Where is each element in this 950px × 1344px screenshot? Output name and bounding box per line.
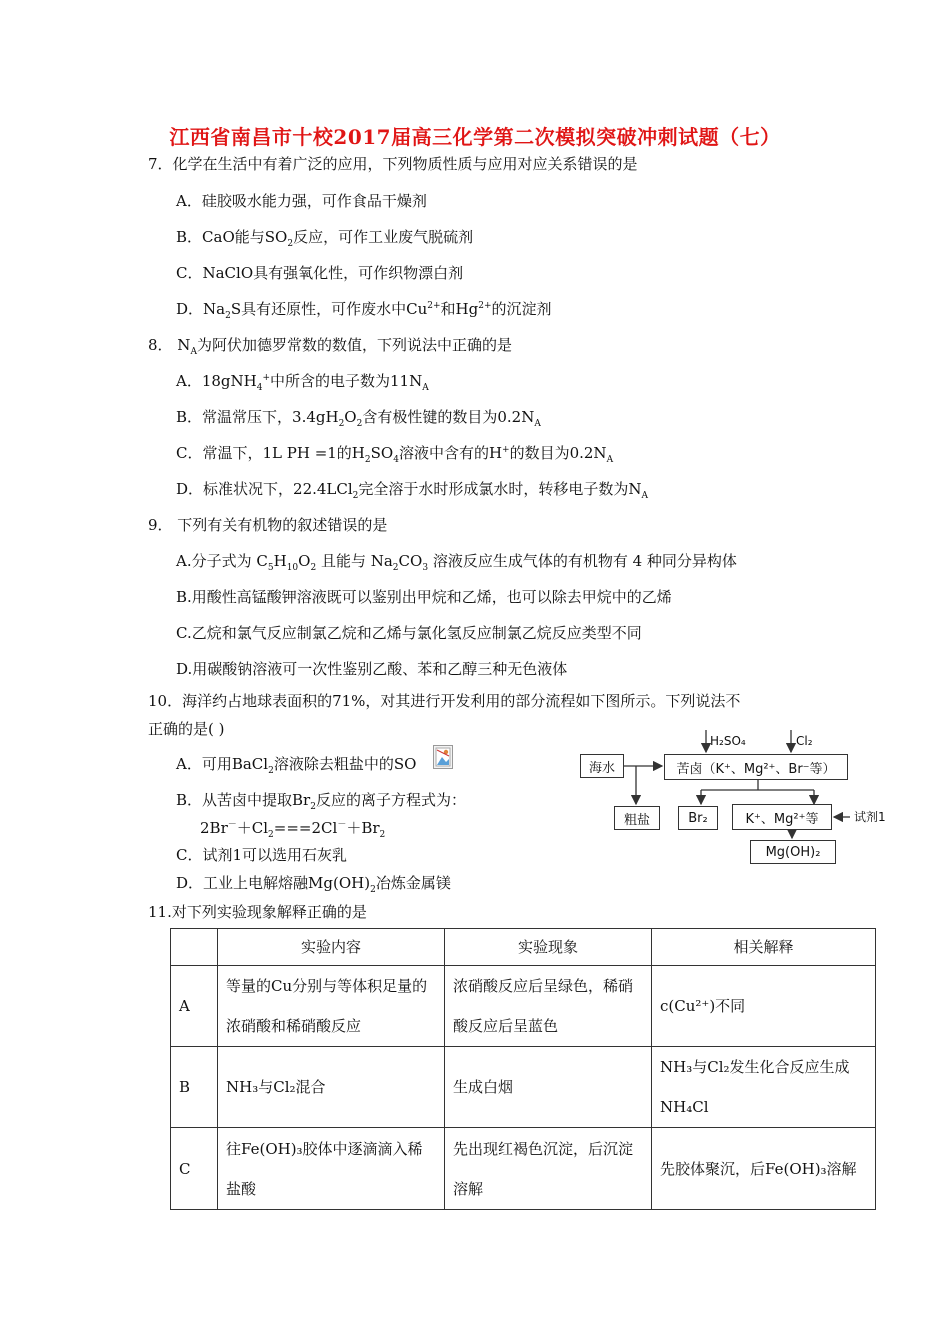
q8-option-a: A．18gNH$_4$+中所含的电子数为$11N_A$: [176, 372, 429, 393]
row-label: B: [171, 1047, 218, 1128]
row-phenomenon: 生成白烟: [445, 1047, 652, 1128]
mgoh2-box: Mg(OH)₂: [750, 840, 836, 864]
br2-box: Br₂: [678, 806, 718, 830]
experiment-table: [170, 928, 876, 1210]
broken-image-icon: [433, 745, 453, 769]
bittern-box: 苦卤（K⁺、Mg²⁺、Br⁻等）: [664, 754, 848, 780]
seawater-flow-diagram: [578, 728, 908, 868]
q9-option-b: B.用酸性高锰酸钾溶液既可以鉴别出甲烷和乙烯，也可以除去甲烷中的乙烯: [176, 588, 672, 606]
header-content: 实验内容: [218, 929, 445, 966]
q9-option-c: C.乙烷和氯气反应制氯乙烷和乙烯与氯化氢反应制氯乙烷反应类型不同: [176, 624, 642, 642]
header-label: [171, 929, 218, 966]
row-label: A: [171, 966, 218, 1047]
cl2-label: Cl₂: [796, 734, 813, 748]
q11-stem: 11.对下列实验现象解释正确的是: [148, 903, 367, 921]
row-label: C: [171, 1128, 218, 1210]
q7-option-d: D．$Na_2S$具有还原性，可作废水中$Cu^{2+}$和$Hg^{2+}$的沉淀剂: [176, 300, 552, 321]
q10-option-b-equation: $2Br^-+Cl_2===2Cl^-+Br_2$: [200, 819, 386, 840]
q7-option-c: C．NaClO具有强氧化性，可作织物漂白剂: [176, 264, 464, 282]
page-title: 江西省南昌市十校2017届高三化学第二次模拟突破冲刺试题（七）: [169, 125, 781, 149]
seawater-box: 海水: [580, 754, 624, 778]
q9-option-a: A.分子式为 $C_5H_{10}O_2$ 且能与 $Na_2CO_3$ 溶液反应生成气体的有机物有 4 种同分异构体: [176, 552, 737, 573]
row-phenomenon: 浓硝酸反应后呈绿色，稀硝酸反应后呈蓝色: [445, 966, 652, 1047]
row-content: 往Fe(OH)₃胶体中逐滴滴入稀盐酸: [218, 1128, 445, 1210]
q9-option-d: D.用碳酸钠溶液可一次性鉴别乙酸、苯和乙醇三种无色液体: [176, 660, 568, 678]
reagent1-label: 试剂1: [854, 810, 886, 824]
header-phenomenon: 实验现象: [445, 929, 652, 966]
row-explanation: 先胶体聚沉，后Fe(OH)₃溶解: [652, 1128, 876, 1210]
flow-arrows: [578, 728, 908, 868]
q10-stem-line1: 10．海洋约占地球表面积的71%，对其进行开发利用的部分流程如下图所示。下列说法不: [148, 692, 741, 710]
q10-option-c: C．试剂1可以选用石灰乳: [176, 846, 348, 864]
row-phenomenon: 先出现红褐色沉淀，后沉淀溶解: [445, 1128, 652, 1210]
q10-option-b: B．从苦卤中提取$Br_2$反应的离子方程式为：: [176, 791, 466, 812]
row-explanation: c(Cu²⁺)不同: [652, 966, 876, 1047]
table-row: [171, 1128, 876, 1210]
q10-stem-line2: 正确的是( ): [148, 720, 225, 738]
h2so4-label: H₂SO₄: [710, 734, 746, 748]
table-header-row: [171, 929, 876, 966]
k-mg-box: K⁺、Mg²⁺等: [732, 804, 832, 830]
row-content: 等量的Cu分别与等体积足量的浓硝酸和稀硝酸反应: [218, 966, 445, 1047]
table-row: [171, 1047, 876, 1128]
row-explanation: NH₃与Cl₂发生化合反应生成NH₄Cl: [652, 1047, 876, 1128]
row-content: NH₃与Cl₂混合: [218, 1047, 445, 1128]
crude-salt-box: 粗盐: [614, 806, 660, 830]
q8-stem: 8． $N_A$为阿伏加德罗常数的数值，下列说法中正确的是: [148, 336, 512, 357]
header-explanation: 相关解释: [652, 929, 876, 966]
q10-option-a: A．可用BaCl$_2$溶液除去粗盐中的SO: [176, 755, 417, 776]
table-row: [171, 966, 876, 1047]
q8-option-b: B．常温常压下，$3.4gH_2O_2$含有极性键的数目为$0.2N_A$: [176, 408, 541, 429]
q7-stem: 7．化学在生活中有着广泛的应用，下列物质性质与应用对应关系错误的是: [148, 155, 638, 173]
q10-option-d: D．工业上电解熔融$Mg(OH)_2$冶炼金属镁: [176, 874, 451, 895]
q7-option-b: B．CaO能与$SO_2$反应，可作工业废气脱硫剂: [176, 228, 474, 249]
q8-option-d: D．标准状况下，22.4LCl$_2$完全溶于水时形成氯水时，转移电子数为$N_A$: [176, 480, 649, 501]
q7-option-a: A．硅胶吸水能力强，可作食品干燥剂: [176, 192, 427, 210]
q9-stem: 9． 下列有关有机物的叙述错误的是: [148, 516, 388, 534]
q8-option-c: C．常温下，1L PH =1的$H_2SO_4$溶液中含有的H+的数目为$0.2N_A$: [176, 444, 614, 465]
